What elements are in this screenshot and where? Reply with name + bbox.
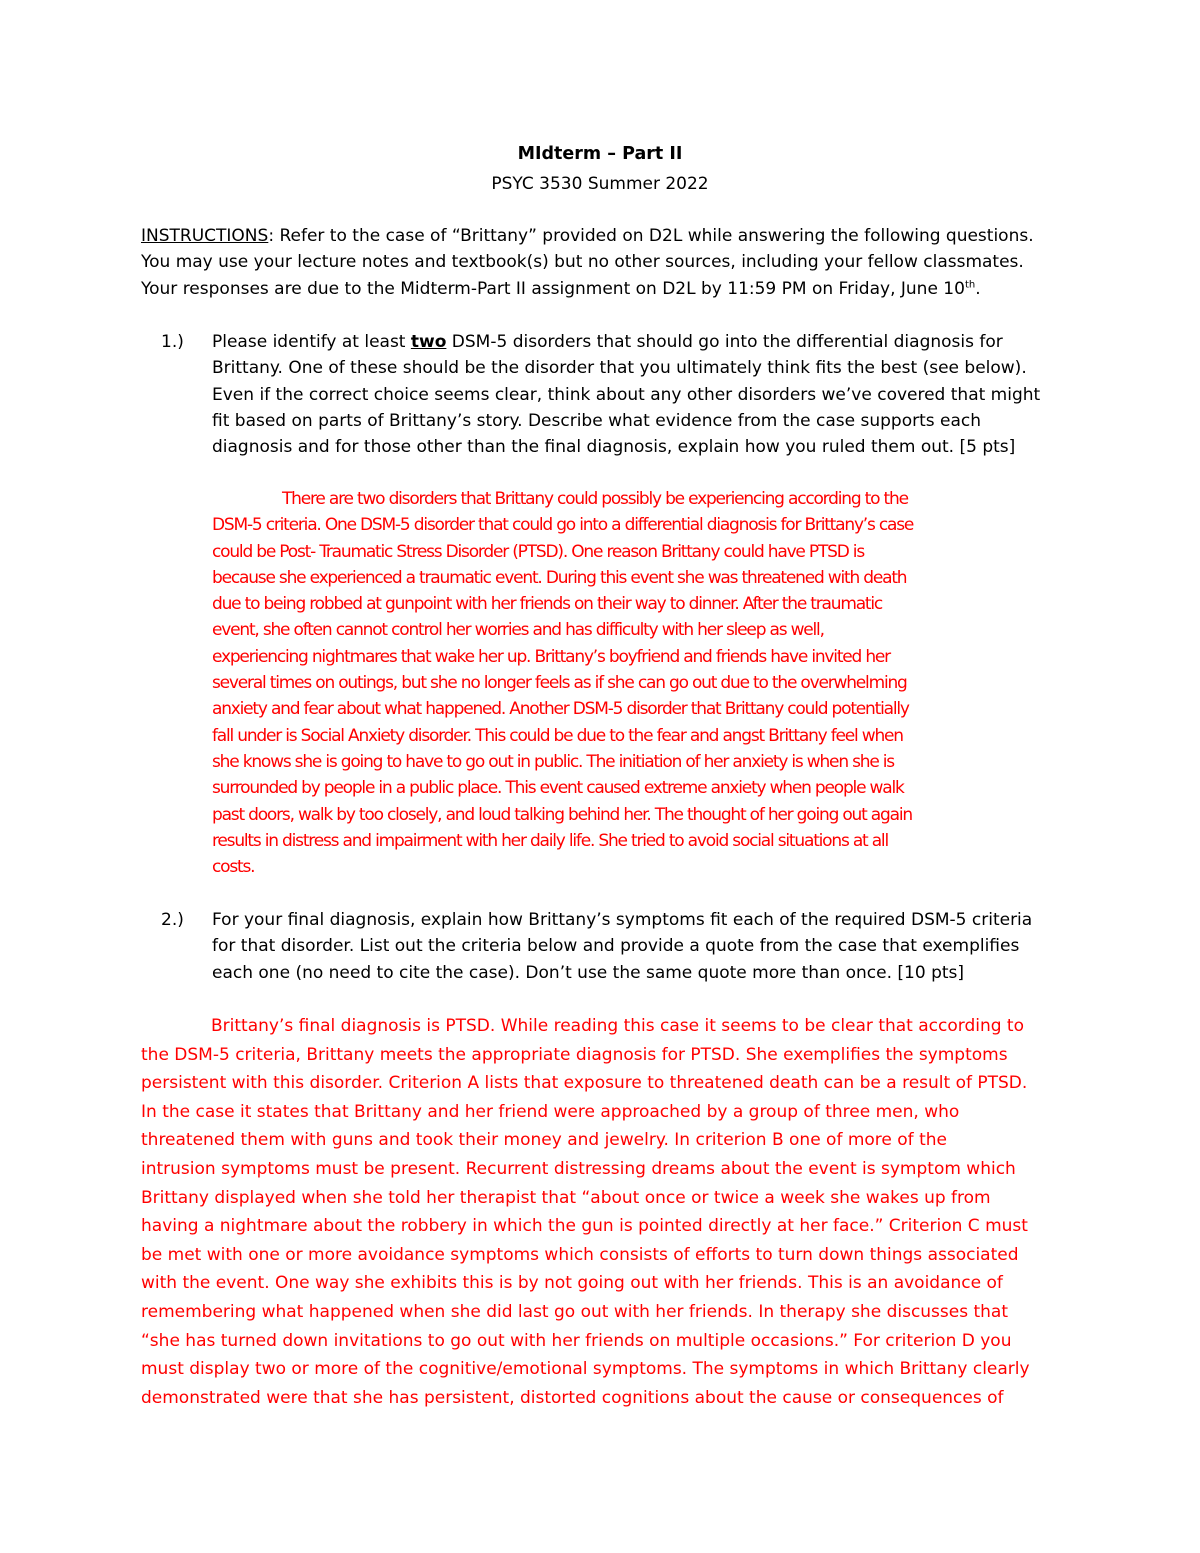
answer-2-line: demonstrated were that she has persistent, distorted cognitions about the cause or consequences of [141, 1387, 1004, 1408]
instructions-line-3 [141, 276, 1081, 302]
answer-1-line: she knows she is going to have to go out in public. The initiation of her anxiety is when she is [212, 751, 894, 772]
answer-2-line: In the case it states that Brittany and her friend were approached by a group of three men, who [141, 1101, 960, 1122]
instructions-line-2: You may use your lecture notes and textbook(s) but no other sources, including your fellow classmates. [141, 252, 1024, 273]
answer-1-line: DSM-5 criteria. One DSM-5 disorder that could go into a differential diagnosis for Brittany’s case [212, 515, 914, 536]
question-2-line-3: each one (no need to cite the case). Don’t use the same quote more than once. [10 pts] [212, 962, 965, 983]
answer-1-line: results in distress and impairment with her daily life. She tried to avoid social situations at all [212, 830, 888, 851]
answer-1-line: experiencing nightmares that wake her up. Brittany’s boyfriend and friends have invited her [212, 646, 890, 667]
instructions-line-3-text: Your responses are due to the Midterm-Part II assignment on D2L by 11:59 PM on Friday, June 10 [141, 278, 965, 299]
question-1-line-1-pre: Please identify at least [212, 332, 411, 352]
answer-1 [212, 486, 1112, 880]
question-1-line-5: diagnosis and for those other than the final diagnosis, explain how you ruled them out. [5 pts] [212, 437, 1016, 458]
question-1-number: 1.) [161, 332, 184, 352]
answer-2-line: must display two or more of the cognitive/emotional symptoms. The symptoms in which Brittany clearly [141, 1359, 1030, 1380]
answer-1-line: due to being robbed at gunpoint with her friends on their way to dinner. After the traumatic [212, 594, 883, 615]
instructions-paragraph [141, 223, 1081, 302]
question-2-text [212, 907, 1082, 986]
answer-2 [141, 1012, 1081, 1412]
answer-1-line: surrounded by people in a public place. This event caused extreme anxiety when people walk [212, 778, 904, 799]
answer-1-line: several times on outings, but she no longer feels as if she can go out due to the overwhelming [212, 673, 907, 694]
question-1-line-1-post: DSM-5 disorders that should go into the differential diagnosis for [446, 332, 1003, 352]
answer-1-line: anxiety and fear about what happened. Another DSM-5 disorder that Brittany could potentially [212, 699, 909, 720]
answer-2-line: “she has turned down invitations to go out with her friends on multiple occasions.” For criterion D you [141, 1330, 1012, 1351]
instructions-label: INSTRUCTIONS [141, 226, 269, 246]
document-subtitle: PSYC 3530 Summer 2022 [491, 174, 709, 194]
answer-1-line: past doors, walk by too closely, and loud talking behind her. The thought of her going out again [212, 804, 912, 825]
answer-2-line: having a nightmare about the robbery in which the gun is pointed directly at her face.” Criterion C must [141, 1216, 1028, 1237]
answer-1-line: because she experienced a traumatic event. During this event she was threatened with death [212, 567, 907, 588]
answer-2-line: the DSM-5 criteria, Brittany meets the appropriate diagnosis for PTSD. She exemplifies the symptoms [141, 1044, 1008, 1065]
document-title: MIdterm – Part II [517, 144, 683, 164]
question-1-line-1 [212, 329, 1082, 355]
question-1-line-4: fit based on parts of Brittany’s story. Describe what evidence from the case supports each [212, 410, 982, 431]
instructions-line-3-end: . [975, 278, 981, 299]
answer-2-line: Brittany’s final diagnosis is PTSD. While reading this case it seems to be clear that according to [211, 1016, 1025, 1036]
answer-1-line: event, she often cannot control her worries and has difficulty with her sleep as well, [212, 620, 824, 641]
answer-1-line: costs. [212, 857, 255, 878]
answer-1-line: could be Post- Traumatic Stress Disorder (PTSD). One reason Brittany could have PTSD is [212, 541, 864, 562]
question-2-line-1: For your final diagnosis, explain how Brittany’s symptoms fit each of the required DSM-5 criteria [212, 910, 1033, 930]
answer-2-line: remembering what happened when she did last go out with her friends. In therapy she discusses that [141, 1301, 1009, 1322]
answer-2-line: Brittany displayed when she told her therapist that “about once or twice a week she wakes up from [141, 1187, 991, 1208]
question-2-number: 2.) [161, 910, 184, 930]
question-1-emphasis: two [410, 332, 447, 352]
question-2-line-2: for that disorder. List out the criteria below and provide a quote from the case that exemplifies [212, 936, 1020, 957]
answer-2-line: persistent with this disorder. Criterion A lists that exposure to threatened death can be a result of PTSD. [141, 1073, 1028, 1094]
answer-2-line: with the event. One way she exhibits this is by not going out with her friends. This is an avoidance of [141, 1273, 1003, 1294]
instructions-superscript: th [964, 278, 976, 290]
answer-2-line: intrusion symptoms must be present. Recurrent distressing dreams about the event is symptom which [141, 1158, 1016, 1179]
question-1-line-2: Brittany. One of these should be the disorder that you ultimately think fits the best (see below). [212, 358, 1027, 379]
question-1-line-3: Even if the correct choice seems clear, think about any other disorders we’ve covered that might [212, 384, 1041, 405]
answer-2-line: threatened them with guns and took their money and jewelry. In criterion B one of more of the [141, 1130, 947, 1151]
instructions-line-1-text: : Refer to the case of “Brittany” provided on D2L while answering the following questions. [268, 226, 1034, 246]
answer-1-line: fall under is Social Anxiety disorder. This could be due to the fear and angst Brittany feel when [212, 725, 903, 746]
answer-2-line: be met with one or more avoidance symptoms which consists of efforts to turn down things associated [141, 1244, 1019, 1265]
question-1-text [212, 329, 1082, 460]
instructions-line-1 [141, 223, 1081, 249]
answer-1-line: There are two disorders that Brittany could possibly be experiencing according to the [282, 489, 908, 509]
